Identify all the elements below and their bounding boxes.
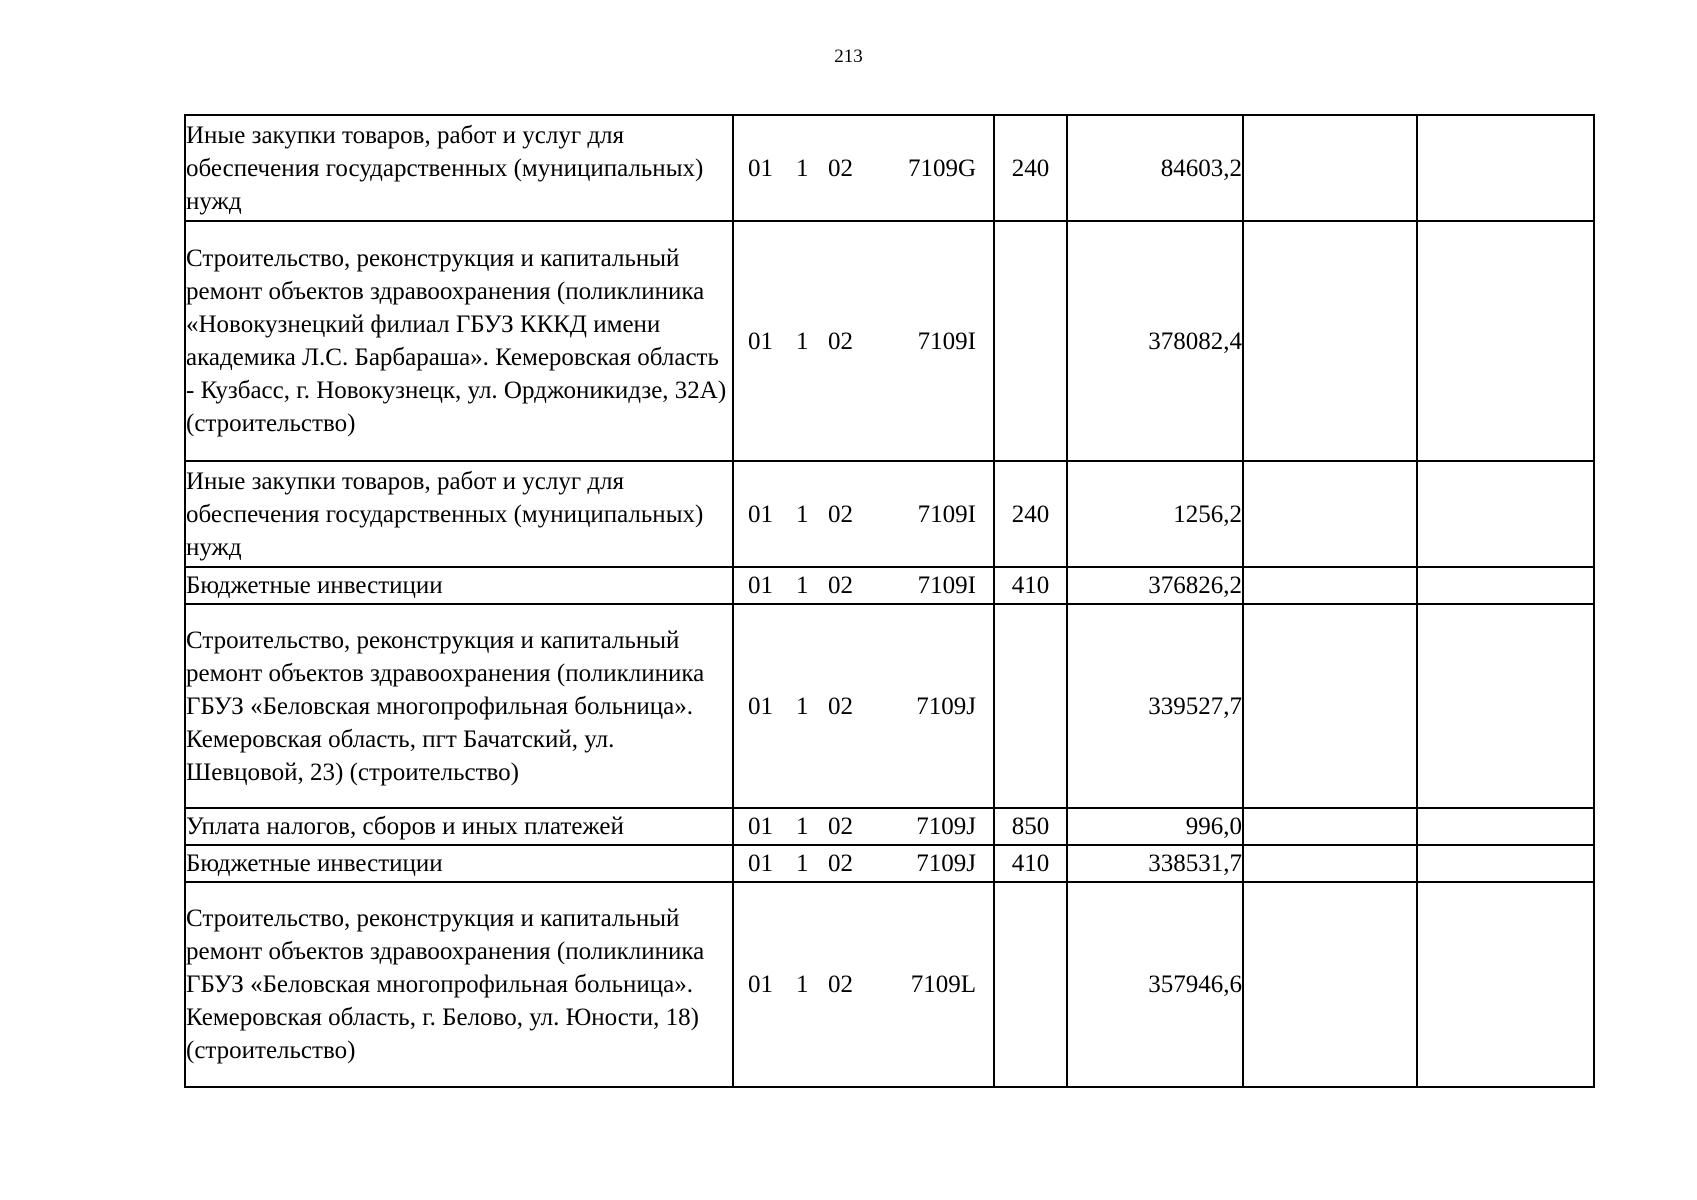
empty-cell bbox=[1417, 808, 1594, 845]
empty-cell bbox=[1243, 808, 1417, 845]
code-subprogram: 02 bbox=[828, 850, 853, 877]
code-direction: 7109I bbox=[917, 500, 976, 528]
table-row bbox=[185, 845, 1594, 882]
code-direction: 7109J bbox=[916, 850, 976, 877]
empty-cell bbox=[1417, 604, 1594, 808]
code-cell bbox=[733, 115, 994, 221]
expense-type: 240 bbox=[994, 461, 1067, 567]
code-cell bbox=[733, 845, 994, 882]
code-section: 01 bbox=[748, 813, 773, 840]
empty-cell bbox=[1243, 461, 1417, 567]
table-row bbox=[185, 882, 1594, 1087]
empty-cell bbox=[1417, 221, 1594, 461]
code-cell bbox=[733, 808, 994, 845]
code-section: 01 bbox=[748, 971, 773, 998]
code-direction: 7109J bbox=[916, 813, 976, 840]
code-cell bbox=[733, 221, 994, 461]
empty-cell bbox=[1243, 845, 1417, 882]
empty-cell bbox=[1243, 221, 1417, 461]
table-row bbox=[185, 461, 1594, 567]
budget-table bbox=[184, 114, 1595, 1088]
code-cell bbox=[733, 461, 994, 567]
code-program: 1 bbox=[796, 500, 809, 528]
code-program: 1 bbox=[796, 572, 809, 599]
empty-cell bbox=[1417, 567, 1594, 604]
row-name: Строительство, реконструкция и капитальный ремонт объектов здравоохранения (поликлиника ГБУЗ «Беловская многопрофильная больница». Кемеровская область, пгт Бачатский, ул. Шевцовой, 23) (строительство) bbox=[185, 604, 733, 808]
code-section: 01 bbox=[748, 500, 773, 528]
table-row bbox=[185, 221, 1594, 461]
code-direction: 7109J bbox=[916, 692, 976, 720]
code-subprogram: 02 bbox=[828, 813, 853, 840]
empty-cell bbox=[1417, 461, 1594, 567]
row-name: Бюджетные инвестиции bbox=[185, 845, 733, 882]
code-program: 1 bbox=[796, 850, 809, 877]
code-section: 01 bbox=[748, 692, 773, 720]
expense-type: 850 bbox=[994, 808, 1067, 845]
code-cell bbox=[733, 604, 994, 808]
expense-type bbox=[994, 882, 1067, 1087]
empty-cell bbox=[1417, 882, 1594, 1087]
code-direction: 7109I bbox=[917, 572, 976, 599]
row-name: Иные закупки товаров, работ и услуг для обеспечения государственных (муниципальных) нужд bbox=[185, 115, 733, 221]
code-section: 01 bbox=[748, 154, 773, 182]
code-subprogram: 02 bbox=[828, 692, 853, 720]
amount: 376826,2 bbox=[1067, 567, 1243, 604]
table-row bbox=[185, 604, 1594, 808]
empty-cell bbox=[1417, 115, 1594, 221]
expense-type bbox=[994, 221, 1067, 461]
amount: 378082,4 bbox=[1067, 221, 1243, 461]
code-program: 1 bbox=[796, 692, 809, 720]
code-direction: 7109L bbox=[910, 971, 976, 998]
amount: 339527,7 bbox=[1067, 604, 1243, 808]
row-name: Бюджетные инвестиции bbox=[185, 567, 733, 604]
row-name: Уплата налогов, сборов и иных платежей bbox=[185, 808, 733, 845]
code-subprogram: 02 bbox=[828, 327, 853, 355]
expense-type bbox=[994, 604, 1067, 808]
empty-cell bbox=[1417, 845, 1594, 882]
table-row bbox=[185, 808, 1594, 845]
code-cell bbox=[733, 567, 994, 604]
row-name: Иные закупки товаров, работ и услуг для обеспечения государственных (муниципальных) нужд bbox=[185, 461, 733, 567]
code-program: 1 bbox=[796, 813, 809, 840]
amount: 357946,6 bbox=[1067, 882, 1243, 1087]
expense-type: 240 bbox=[994, 115, 1067, 221]
code-program: 1 bbox=[796, 327, 809, 355]
table-row bbox=[185, 115, 1594, 221]
code-section: 01 bbox=[748, 572, 773, 599]
amount: 84603,2 bbox=[1067, 115, 1243, 221]
empty-cell bbox=[1243, 567, 1417, 604]
code-cell bbox=[733, 882, 994, 1087]
code-direction: 7109G bbox=[907, 154, 976, 182]
code-subprogram: 02 bbox=[828, 572, 853, 599]
row-name: Строительство, реконструкция и капитальный ремонт объектов здравоохранения (поликлиника «Новокузнецкий филиал ГБУЗ КККД имени академика Л.С. Барбараша». Кемеровская область - Кузбасс, г. Новокузнецк, ул. Орджоникидзе, 32А) (строительство) bbox=[185, 221, 733, 461]
code-direction: 7109I bbox=[917, 327, 976, 355]
code-program: 1 bbox=[796, 154, 809, 182]
amount: 1256,2 bbox=[1067, 461, 1243, 567]
code-subprogram: 02 bbox=[828, 154, 853, 182]
empty-cell bbox=[1243, 882, 1417, 1087]
code-subprogram: 02 bbox=[828, 500, 853, 528]
amount: 996,0 bbox=[1067, 808, 1243, 845]
row-name: Строительство, реконструкция и капитальный ремонт объектов здравоохранения (поликлиника ГБУЗ «Беловская многопрофильная больница». Кемеровская область, г. Белово, ул. Юности, 18) (строительство) bbox=[185, 882, 733, 1087]
code-program: 1 bbox=[796, 971, 809, 998]
expense-type: 410 bbox=[994, 845, 1067, 882]
empty-cell bbox=[1243, 115, 1417, 221]
code-section: 01 bbox=[748, 850, 773, 877]
code-section: 01 bbox=[748, 327, 773, 355]
empty-cell bbox=[1243, 604, 1417, 808]
page-number: 213 bbox=[834, 46, 863, 67]
amount: 338531,7 bbox=[1067, 845, 1243, 882]
code-subprogram: 02 bbox=[828, 971, 853, 998]
table-row bbox=[185, 567, 1594, 604]
expense-type: 410 bbox=[994, 567, 1067, 604]
